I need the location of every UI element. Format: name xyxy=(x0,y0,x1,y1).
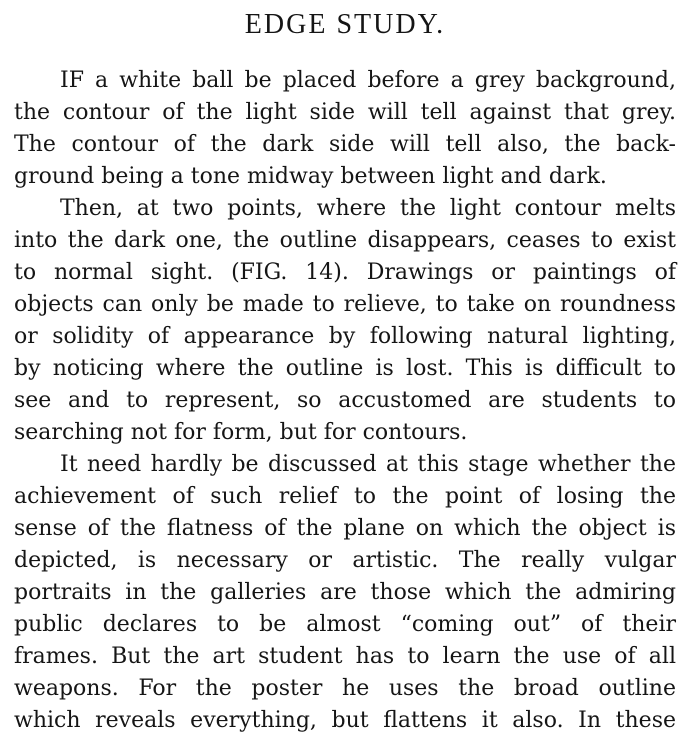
text-line: searching not for form, but for contours. xyxy=(14,420,468,445)
page-title: EDGE STUDY. xyxy=(244,9,446,40)
text-line: which reveals everything, but flattens it also. In these xyxy=(14,708,676,733)
text-line: frames. But the art student has to learn the use of all xyxy=(14,644,676,669)
text-line: public declares to be almost “coming out” of their xyxy=(14,612,676,637)
text-line: The contour of the dark side will tell also, the back- xyxy=(14,132,676,157)
text-line: by noticing where the outline is lost. This is difficult to xyxy=(14,356,676,381)
text-line: Then, at two points, where the light contour melts xyxy=(60,196,676,221)
text-line: the contour of the light side will tell against that grey. xyxy=(14,100,676,125)
text-line: It need hardly be discussed at this stage whether the xyxy=(60,452,676,477)
text-line: to normal sight. (FIG. 14). Drawings or paintings of xyxy=(14,260,676,285)
text-line: objects can only be made to relieve, to take on roundness xyxy=(14,292,676,317)
text-line: into the dark one, the outline disappears, ceases to exist xyxy=(14,228,676,253)
text-line: weapons. For the poster he uses the broad outline xyxy=(14,676,676,701)
text-line: or solidity of appearance by following natural lighting, xyxy=(14,324,676,349)
text-line: IF a white ball be placed before a grey background, xyxy=(60,68,676,93)
text-line: sense of the flatness of the plane on which the object is xyxy=(14,516,676,541)
text-line: ground being a tone midway between light and dark. xyxy=(14,164,607,189)
text-line: depicted, is necessary or artistic. The really vulgar xyxy=(14,548,676,573)
text-line: portraits in the galleries are those which the admiring xyxy=(14,580,676,605)
text-line: achievement of such relief to the point of losing the xyxy=(14,484,676,509)
text-line: see and to represent, so accustomed are students to xyxy=(14,388,676,413)
